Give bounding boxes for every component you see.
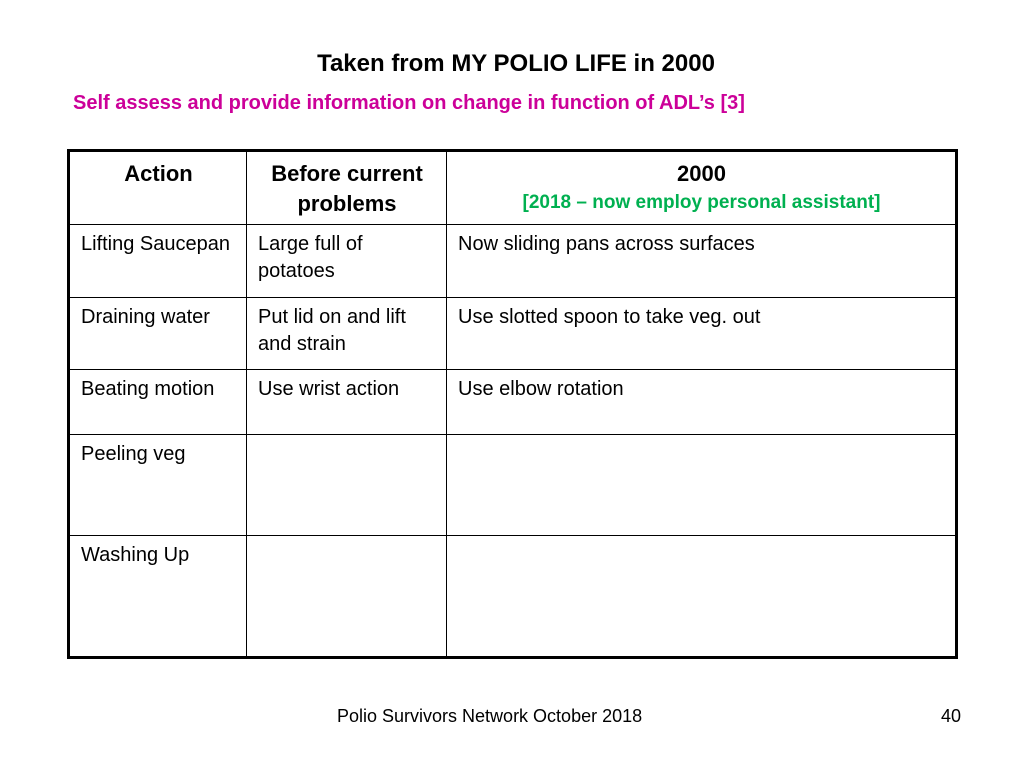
cell-before: Put lid on and lift and strain — [247, 298, 447, 370]
cell-before — [247, 435, 447, 536]
cell-action: Washing Up — [69, 536, 247, 658]
cell-action: Draining water — [69, 298, 247, 370]
table-row — [69, 536, 957, 658]
header-action: Action — [69, 151, 247, 225]
cell-now: Use slotted spoon to take veg. out — [447, 298, 957, 370]
header-year-note: [2018 – now employ personal assistant] — [522, 192, 881, 213]
cell-action: Beating motion — [69, 370, 247, 435]
footer-text: Polio Survivors Network October 2018 — [337, 706, 643, 726]
cell-action: Lifting Saucepan — [69, 225, 247, 298]
cell-now: Use elbow rotation — [447, 370, 957, 435]
cell-now — [447, 536, 957, 658]
header-year: 2000 — [677, 161, 726, 186]
cell-before: Large full of potatoes — [247, 225, 447, 298]
header-before: Before current problems — [247, 151, 447, 225]
table-header-row — [69, 151, 957, 225]
adl-table — [67, 149, 958, 659]
table-row — [69, 435, 957, 536]
cell-now: Now sliding pans across surfaces — [447, 225, 957, 298]
page-number: 40 — [941, 706, 962, 726]
cell-now — [447, 435, 957, 536]
slide-subtitle: Self assess and provide information on change in function of ADL’s [3] — [73, 92, 745, 114]
slide-title: Taken from MY POLIO LIFE in 2000 — [317, 50, 715, 77]
table-row — [69, 225, 957, 298]
cell-action: Peeling veg — [69, 435, 247, 536]
table-row — [69, 298, 957, 370]
cell-before: Use wrist action — [247, 370, 447, 435]
header-year-cell — [447, 151, 957, 225]
cell-before — [247, 536, 447, 658]
table-row — [69, 370, 957, 435]
